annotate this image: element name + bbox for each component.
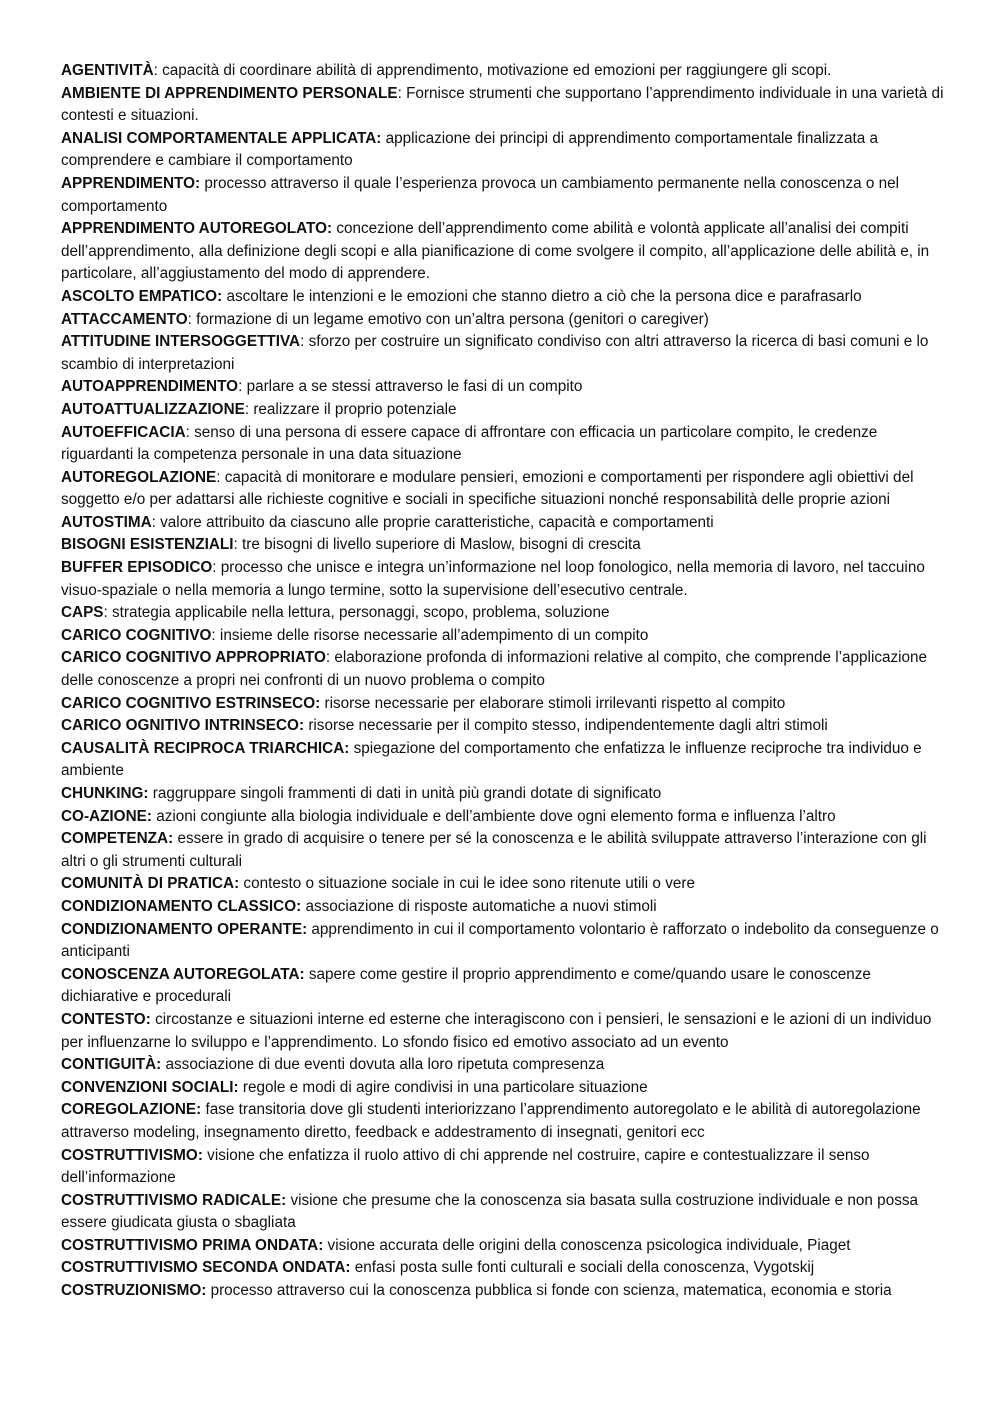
term-separator: :: [187, 310, 197, 328]
glossary-term: CARICO OGNITIVO INTRINSECO:: [61, 717, 305, 735]
glossary-term: COREGOLAZIONE:: [61, 1101, 202, 1119]
glossary-definition: visione accurata delle origini della conoscenza psicologica individuale, Piaget: [327, 1236, 851, 1254]
glossary-definition: ascoltare le intenzioni e le emozioni che stanno dietro a ciò che la persona dice e parafrasarlo: [226, 287, 862, 305]
glossary-definition: associazione di risposte automatiche a nuovi stimoli: [305, 897, 657, 915]
glossary-entry: [61, 1280, 946, 1303]
glossary-term: AUTOATTUALIZZAZIONE: [61, 400, 245, 418]
glossary-entry: [61, 647, 946, 692]
glossary-term: ANALISI COMPORTAMENTALE APPLICATA:: [61, 129, 382, 147]
glossary-definition: realizzare il proprio potenziale: [253, 400, 457, 418]
glossary-definition: visione che enfatizza il ruolo attivo di chi apprende nel costruire, capire e contestualizzare il senso dell’informazione: [61, 1146, 870, 1187]
glossary-definition: sforzo per costruire un significato condiviso con altri attraverso la ricerca di basi comuni e lo scambio di interpretazioni: [61, 333, 929, 373]
glossary-page: [61, 60, 946, 1303]
glossary-entry: [61, 128, 946, 173]
glossary-entry: [61, 806, 946, 829]
glossary-definition: processo che unisce e integra un’informazione nel loop fonologico, nella memoria di lavoro, nel taccuino visuo-spaziale o nella memoria a lungo termine, sotto la supervisione dell’esecutivo centrale.: [61, 559, 925, 599]
glossary-entry: [61, 399, 946, 422]
term-separator: :: [216, 468, 225, 486]
glossary-term: CARICO COGNITIVO APPROPRIATO: [61, 649, 326, 667]
glossary-term: ATTITUDINE INTERSOGGETTIVA: [61, 333, 301, 351]
glossary-term: CHUNKING:: [61, 785, 149, 802]
term-separator: :: [244, 400, 254, 418]
glossary-definition: azioni congiunte alla biologia individuale e dell’ambiente dove ogni elemento forma e influenza l’altro: [156, 807, 836, 825]
glossary-term: CARICO COGNITIVO ESTRINSECO:: [61, 694, 321, 712]
glossary-term: CAPS: [61, 604, 104, 622]
glossary-definition: concezione dell’apprendimento come abilità e volontà applicate all’analisi dei compiti dell’apprendimento, alla definizione degli scopi e alla pianificazione di come svolgere il compito, all’applicazione delle abilità e, in particolare, all’aggiustamento del modo di apprendere.: [61, 220, 930, 283]
glossary-entry: [61, 715, 946, 738]
glossary-entry: [61, 693, 946, 716]
glossary-term: AUTOAPPRENDIMENTO: [61, 378, 239, 396]
glossary-definition: applicazione dei principi di apprendimento comportamentale finalizzata a comprendere e cambiare il comportamento: [61, 129, 878, 170]
glossary-entry: [61, 1054, 946, 1077]
glossary-definition: circostanze e situazioni interne ed esterne che interagiscono con i pensieri, le sensazioni e le azioni di un individuo per influenzarne lo sviluppo e l’apprendimento. Lo sfondo fisico ed emotivo associato ad un evento: [61, 1010, 932, 1051]
glossary-entry: [61, 309, 946, 332]
glossary-entry: [61, 1077, 946, 1100]
glossary-definition: capacità di coordinare abilità di apprendimento, motivazione ed emozioni per raggiungere gli scopi.: [162, 62, 832, 79]
glossary-entry: [61, 896, 946, 919]
term-separator: :: [151, 513, 161, 531]
glossary-entry: [61, 218, 946, 286]
glossary-term: CONTIGUITÀ:: [61, 1056, 162, 1074]
glossary-term: ASCOLTO EMPATICO:: [61, 287, 223, 305]
glossary-entry: [61, 625, 946, 648]
glossary-term: CONOSCENZA AUTOREGOLATA:: [61, 965, 305, 983]
glossary-term: CONTESTO:: [61, 1010, 151, 1028]
glossary-term: AMBIENTE DI APPRENDIMENTO PERSONALE: [61, 84, 398, 102]
glossary-definition: insieme delle risorse necessarie all’adempimento di un compito: [219, 626, 649, 644]
glossary-entry: [61, 1099, 946, 1144]
glossary-term: CONVENZIONI SOCIALI:: [61, 1078, 239, 1096]
glossary-definition: processo attraverso cui la conoscenza pubblica si fonde con scienza, matematica, economia e storia: [210, 1282, 892, 1300]
glossary-entry: [61, 422, 946, 467]
glossary-definition: essere in grado di acquisire o tenere per sé la conoscenza e le abilità sviluppate attraverso l’interazione con gli altri o gli strumenti culturali: [61, 830, 927, 870]
glossary-entry: [61, 738, 946, 783]
glossary-term: AUTOSTIMA: [61, 513, 152, 531]
glossary-definition: formazione di un legame emotivo con un’altra persona (genitori o caregiver): [196, 310, 709, 328]
glossary-definition: tre bisogni di livello superiore di Maslow, bisogni di crescita: [242, 536, 641, 554]
glossary-term: COSTRUTTIVISMO:: [61, 1146, 203, 1164]
glossary-definition: apprendimento in cui il comportamento volontario è rafforzato o indebolito da conseguenze o anticipanti: [61, 920, 939, 961]
glossary-entry: [61, 1190, 946, 1235]
glossary-definition: sapere come gestire il proprio apprendimento e come/quando usare le conoscenze dichiarative e procedurali: [61, 965, 871, 1006]
glossary-term: AUTOEFFICACIA: [61, 423, 186, 441]
glossary-definition: strategia applicabile nella lettura, personaggi, scopo, problema, soluzione: [112, 604, 610, 622]
glossary-entry: [61, 783, 946, 806]
glossary-term: COSTRUTTIVISMO SECONDA ONDATA:: [61, 1259, 351, 1277]
glossary-definition: raggruppare singoli frammenti di dati in unità più grandi dotate di significato: [152, 785, 662, 802]
glossary-definition: fase transitoria dove gli studenti interiorizzano l’apprendimento autoregolato e le abilità di autoregolazione attraverso modeling, insegnamento diretto, feedback e addestramento di insegnati, genitori ecc: [61, 1101, 921, 1141]
glossary-entry: [61, 376, 946, 399]
glossary-term: COMPETENZA:: [61, 830, 174, 848]
term-separator: :: [300, 333, 309, 351]
glossary-term: BISOGNI ESISTENZIALI: [61, 536, 234, 554]
term-separator: :: [238, 378, 247, 396]
glossary-entry: [61, 828, 946, 873]
glossary-definition: parlare a se stessi attraverso le fasi di un compito: [246, 378, 583, 396]
glossary-definition: associazione di due eventi dovuta alla loro ripetuta compresenza: [165, 1056, 605, 1074]
glossary-entry: [61, 331, 946, 376]
glossary-term: AGENTIVITÀ: [61, 62, 154, 79]
glossary-definition: contesto o situazione sociale in cui le idee sono ritenute utili o vere: [243, 875, 695, 893]
glossary-term: CAUSALITÀ RECIPROCA TRIARCHICA:: [61, 739, 350, 757]
glossary-entry: [61, 286, 946, 309]
glossary-entry: [61, 602, 946, 625]
term-separator: :: [325, 649, 335, 667]
glossary-definition: valore attribuito da ciascuno alle proprie caratteristiche, capacità e comportamenti: [160, 513, 714, 531]
glossary-entry: [61, 1235, 946, 1258]
glossary-entry: [61, 964, 946, 1009]
glossary-entry: [61, 1009, 946, 1054]
glossary-entry: [61, 173, 946, 218]
glossary-definition: risorse necessarie per elaborare stimoli irrilevanti rispetto al compito: [324, 694, 786, 712]
term-separator: :: [211, 626, 220, 644]
glossary-term: CO-AZIONE:: [61, 807, 152, 825]
glossary-definition: enfasi posta sulle fonti culturali e sociali della conoscenza, Vygotskij: [354, 1259, 815, 1277]
glossary-term: COSTRUTTIVISMO PRIMA ONDATA:: [61, 1236, 324, 1254]
term-separator: :: [233, 536, 243, 554]
glossary-entry: [61, 1145, 946, 1190]
glossary-entry: [61, 534, 946, 557]
glossary-definition: risorse necessarie per il compito stesso, indipendentemente dagli altri stimoli: [308, 717, 828, 735]
glossary-definition: senso di una persona di essere capace di affrontare con efficacia un particolare compito, le credenze riguardanti la competenza personale in una data situazione: [61, 423, 878, 464]
glossary-definition: regole e modi di agire condivisi in una particolare situazione: [242, 1078, 648, 1096]
term-separator: :: [397, 84, 407, 102]
term-separator: :: [185, 423, 195, 441]
glossary-definition: processo attraverso il quale l’esperienza provoca un cambiamento permanente nella conoscenza o nel comportamento: [61, 174, 900, 215]
glossary-entry: [61, 83, 946, 128]
glossary-definition: visione che presume che la conoscenza sia basata sulla costruzione individuale e non possa essere giudicata giusta o sbagliata: [61, 1191, 919, 1232]
glossary-term: COSTRUTTIVISMO RADICALE:: [61, 1191, 287, 1209]
glossary-term: AUTOREGOLAZIONE: [61, 468, 217, 486]
glossary-definition: elaborazione profonda di informazioni relative al compito, che comprende l’applicazione delle conoscenze a propri nei confronti di un nuovo problema o compito: [61, 649, 928, 690]
glossary-term: CONDIZIONAMENTO OPERANTE:: [61, 920, 308, 938]
term-separator: :: [212, 559, 221, 577]
glossary-entry: [61, 512, 946, 535]
glossary-definition: Fornisce strumenti che supportano l’apprendimento individuale in una varietà di contesti e situazioni.: [61, 84, 944, 125]
term-separator: :: [153, 62, 163, 79]
glossary-entry: [61, 557, 946, 602]
glossary-term: CONDIZIONAMENTO CLASSICO:: [61, 897, 302, 915]
glossary-entry: [61, 60, 946, 83]
glossary-entry: [61, 1257, 946, 1280]
glossary-definition: capacità di monitorare e modulare pensieri, emozioni e comportamenti per rispondere agli obiettivi del soggetto e/o per adattarsi alle richieste cognitive e sociali in specifiche situazioni nonché responsabilità delle proprie azioni: [61, 468, 914, 509]
glossary-term: CARICO COGNITIVO: [61, 626, 212, 644]
glossary-term: ATTACCAMENTO: [61, 310, 188, 328]
glossary-term: APPRENDIMENTO AUTOREGOLATO:: [61, 220, 333, 238]
glossary-term: COSTRUZIONISMO:: [61, 1282, 207, 1300]
glossary-entry: [61, 467, 946, 512]
term-separator: :: [103, 604, 112, 622]
glossary-term: BUFFER EPISODICO: [61, 559, 213, 577]
glossary-entry: [61, 919, 946, 964]
glossary-entry: [61, 873, 946, 896]
glossary-term: APPRENDIMENTO:: [61, 174, 201, 192]
glossary-definition: spiegazione del comportamento che enfatizza le influenze reciproche tra individuo e ambiente: [61, 739, 922, 780]
glossary-term: COMUNITÀ DI PRATICA:: [61, 875, 240, 893]
